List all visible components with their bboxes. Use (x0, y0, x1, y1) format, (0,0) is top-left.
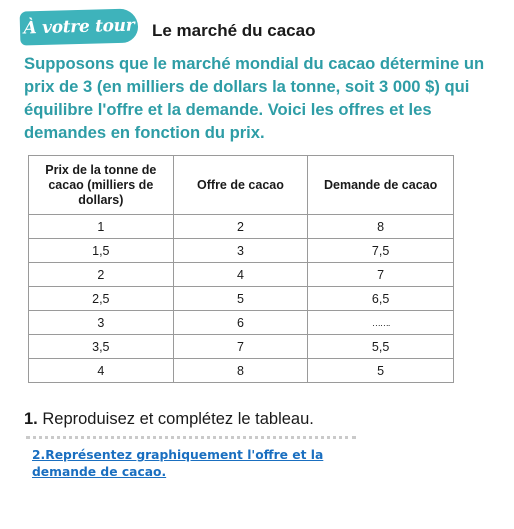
header (0, 0, 514, 50)
offer-cell: 8 (173, 359, 308, 383)
table-row (29, 311, 454, 335)
price-cell: 2,5 (29, 287, 174, 311)
price-cell: 1,5 (29, 239, 174, 263)
price-cell: 2 (29, 263, 174, 287)
question-1-number: 1. (24, 410, 38, 428)
offer-cell: 4 (173, 263, 308, 287)
price-cell: 4 (29, 359, 174, 383)
question-1 (24, 410, 314, 429)
demand-cell: 7,5 (308, 239, 454, 263)
column-header-price: Prix de la tonne de cacao (milliers de dollars) (29, 156, 174, 215)
column-header-offer: Offre de cacao (173, 156, 308, 215)
offer-cell: 3 (173, 239, 308, 263)
price-cell: 3,5 (29, 335, 174, 359)
badge-label: À votre tour (23, 15, 135, 39)
offer-cell: 6 (173, 311, 308, 335)
column-header-demand: Demande de cacao (308, 156, 454, 215)
demand-cell: 6,5 (308, 287, 454, 311)
section-title: Le marché du cacao (152, 21, 316, 40)
table-row (29, 263, 454, 287)
question-2-text: 2.Représentez graphiquement l'offre et la demande de cacao. (32, 448, 324, 479)
table-header-row (29, 156, 454, 215)
table-row (29, 335, 454, 359)
demand-cell: 7 (308, 263, 454, 287)
question-1-text: Reproduisez et complétez le tableau. (42, 410, 314, 428)
offer-cell: 7 (173, 335, 308, 359)
table-row (29, 239, 454, 263)
demand-cell: 8 (308, 215, 454, 239)
demand-cell: 5,5 (308, 335, 454, 359)
a-votre-tour-badge (20, 8, 139, 45)
price-cell: 3 (29, 311, 174, 335)
table-row (29, 287, 454, 311)
supply-demand-table (28, 155, 454, 383)
offer-cell: 2 (173, 215, 308, 239)
intro-paragraph: Supposons que le marché mondial du cacao détermine un prix de 3 (en milliers de dollars la tonne, soit 3 000 $) qui équilibre l'offre et la demande. Voici les offres et les demandes en fonction du prix. (24, 54, 485, 142)
demand-cell-blank: ……. (308, 311, 454, 335)
price-cell: 1 (29, 215, 174, 239)
offer-cell: 5 (173, 287, 308, 311)
table-row (29, 215, 454, 239)
table-row (29, 359, 454, 383)
demand-cell: 5 (308, 359, 454, 383)
